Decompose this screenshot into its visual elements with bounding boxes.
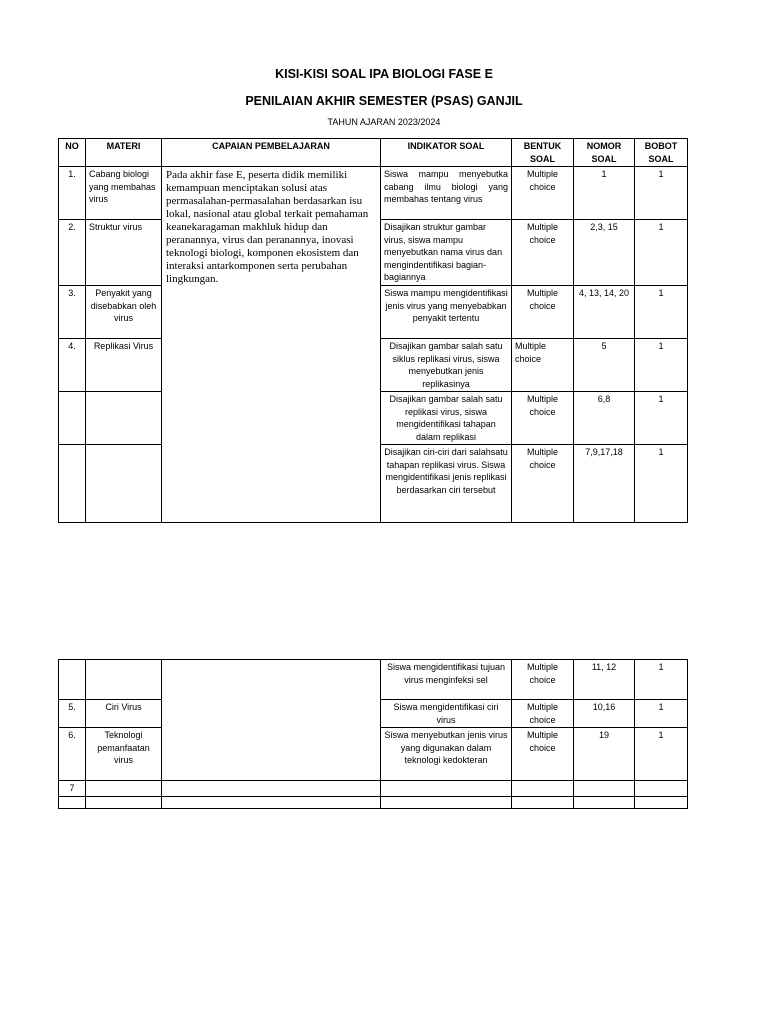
table-row xyxy=(59,660,688,700)
cell-bentuk: Multiple choice xyxy=(512,339,574,392)
cell-nomor: 7,9,17,18 xyxy=(574,445,635,523)
header-bentuk: BENTUK SOAL xyxy=(512,139,574,167)
cell-nomor: 11, 12 xyxy=(574,660,635,700)
cell-bobot: 1 xyxy=(635,728,688,781)
cell-indikator: Siswa mampu mengidentifikasi jenis virus yang menyebabkan penyakit tertentu xyxy=(381,286,512,339)
cell-indikator: Disajikan struktur gambar virus, siswa mampu menyebutkan nama virus dan mengindentifikasi bagian-bagiannya xyxy=(381,220,512,286)
cell-nomor: 4, 13, 14, 20 xyxy=(574,286,635,339)
cell-no: 4. xyxy=(59,339,86,392)
cell-nomor: 10,16 xyxy=(574,700,635,728)
cell-nomor: 2,3, 15 xyxy=(574,220,635,286)
cell-nomor xyxy=(574,796,635,808)
cell-indikator xyxy=(381,796,512,808)
cell-bobot xyxy=(635,781,688,797)
cell-no xyxy=(59,392,86,445)
cell-bentuk: Multiple choice xyxy=(512,286,574,339)
cell-bobot: 1 xyxy=(635,167,688,220)
cell-bentuk: Multiple choice xyxy=(512,728,574,781)
cell-bentuk: Multiple choice xyxy=(512,445,574,523)
cell-materi: Struktur virus xyxy=(86,220,162,286)
cell-bobot: 1 xyxy=(635,660,688,700)
kisi-kisi-table-continued xyxy=(58,659,688,809)
cell-materi xyxy=(86,796,162,808)
cell-capaian-empty xyxy=(162,660,381,781)
cell-materi: Teknologi pemanfaatan virus xyxy=(86,728,162,781)
table-header-row xyxy=(59,139,688,167)
document-subtitle: PENILAIAN AKHIR SEMESTER (PSAS) GANJIL xyxy=(245,94,523,108)
cell-nomor: 6,8 xyxy=(574,392,635,445)
cell-nomor xyxy=(574,781,635,797)
cell-materi xyxy=(86,392,162,445)
cell-materi: Ciri Virus xyxy=(86,700,162,728)
cell-bentuk: Multiple choice xyxy=(512,167,574,220)
cell-materi xyxy=(86,781,162,797)
cell-materi xyxy=(86,445,162,523)
cell-bentuk xyxy=(512,781,574,797)
header-nomor: NOMOR SOAL xyxy=(574,139,635,167)
cell-bobot: 1 xyxy=(635,700,688,728)
header-indikator: INDIKATOR SOAL xyxy=(381,139,512,167)
cell-bobot: 1 xyxy=(635,445,688,523)
cell-indikator: Siswa menyebutkan jenis virus yang digunakan dalam teknologi kedokteran xyxy=(381,728,512,781)
header-bobot: BOBOT SOAL xyxy=(635,139,688,167)
kisi-kisi-table xyxy=(58,138,688,523)
cell-bobot: 1 xyxy=(635,220,688,286)
cell-bentuk: Multiple choice xyxy=(512,220,574,286)
cell-bentuk: Multiple choice xyxy=(512,660,574,700)
cell-bobot: 1 xyxy=(635,339,688,392)
cell-materi: Cabang biologi yang membahas virus xyxy=(86,167,162,220)
cell-no: 2. xyxy=(59,220,86,286)
cell-materi xyxy=(86,660,162,700)
cell-indikator: Siswa mampu menyebutka cabang ilmu biologi yang membahas tentang virus xyxy=(381,167,512,220)
table-row xyxy=(59,796,688,808)
cell-no: 3. xyxy=(59,286,86,339)
cell-no xyxy=(59,796,86,808)
cell-nomor: 5 xyxy=(574,339,635,392)
academic-year: TAHUN AJARAN 2023/2024 xyxy=(327,117,441,127)
cell-bobot xyxy=(635,796,688,808)
cell-capaian-empty xyxy=(162,781,381,797)
cell-bobot: 1 xyxy=(635,392,688,445)
cell-bentuk: Multiple choice xyxy=(512,392,574,445)
cell-no xyxy=(59,660,86,700)
header-no: NO xyxy=(59,139,86,167)
cell-nomor: 1 xyxy=(574,167,635,220)
header-materi: MATERI xyxy=(86,139,162,167)
cell-indikator: Disajikan gambar salah satu siklus replikasi virus, siswa menyebutkan jenis replikasinya xyxy=(381,339,512,392)
cell-capaian-empty xyxy=(162,796,381,808)
cell-bobot: 1 xyxy=(635,286,688,339)
cell-no: 1. xyxy=(59,167,86,220)
cell-indikator: Siswa mengidentifikasi tujuan virus menginfeksi sel xyxy=(381,660,512,700)
cell-materi: Penyakit yang disebabkan oleh virus xyxy=(86,286,162,339)
cell-bentuk: Multiple choice xyxy=(512,700,574,728)
cell-no: 7 xyxy=(59,781,86,797)
cell-materi: Replikasi Virus xyxy=(86,339,162,392)
cell-indikator: Disajikan gambar salah satu replikasi virus, siswa mengidentifikasi tahapan dalam replikasi xyxy=(381,392,512,445)
table-row xyxy=(59,781,688,797)
cell-no xyxy=(59,445,86,523)
cell-no: 6. xyxy=(59,728,86,781)
cell-nomor: 19 xyxy=(574,728,635,781)
table-row xyxy=(59,167,688,220)
header-capaian: CAPAIAN PEMBELAJARAN xyxy=(162,139,381,167)
cell-no: 5. xyxy=(59,700,86,728)
cell-capaian: Pada akhir fase E, peserta didik memiliki kemampuan menciptakan solusi atas permasalahan-permasalahan berdasarkan isu lokal, nasional atau global terkait pemahaman keanekaragaman makhluk hidup dan peranannya, virus dan peranannya, inovasi teknologi biologi, komponen ekosistem dan interaksi antarkomponen serta perubahan lingkungan. xyxy=(162,167,381,523)
cell-indikator xyxy=(381,781,512,797)
cell-indikator: Siswa mengidentifikasi ciri virus xyxy=(381,700,512,728)
cell-bentuk xyxy=(512,796,574,808)
cell-indikator: Disajikan ciri-ciri dari salahsatu tahapan replikasi virus. Siswa mengidentifikasi jenis replikasi berdasarkan ciri tersebut xyxy=(381,445,512,523)
document-title: KISI-KISI SOAL IPA BIOLOGI FASE E xyxy=(275,67,493,81)
